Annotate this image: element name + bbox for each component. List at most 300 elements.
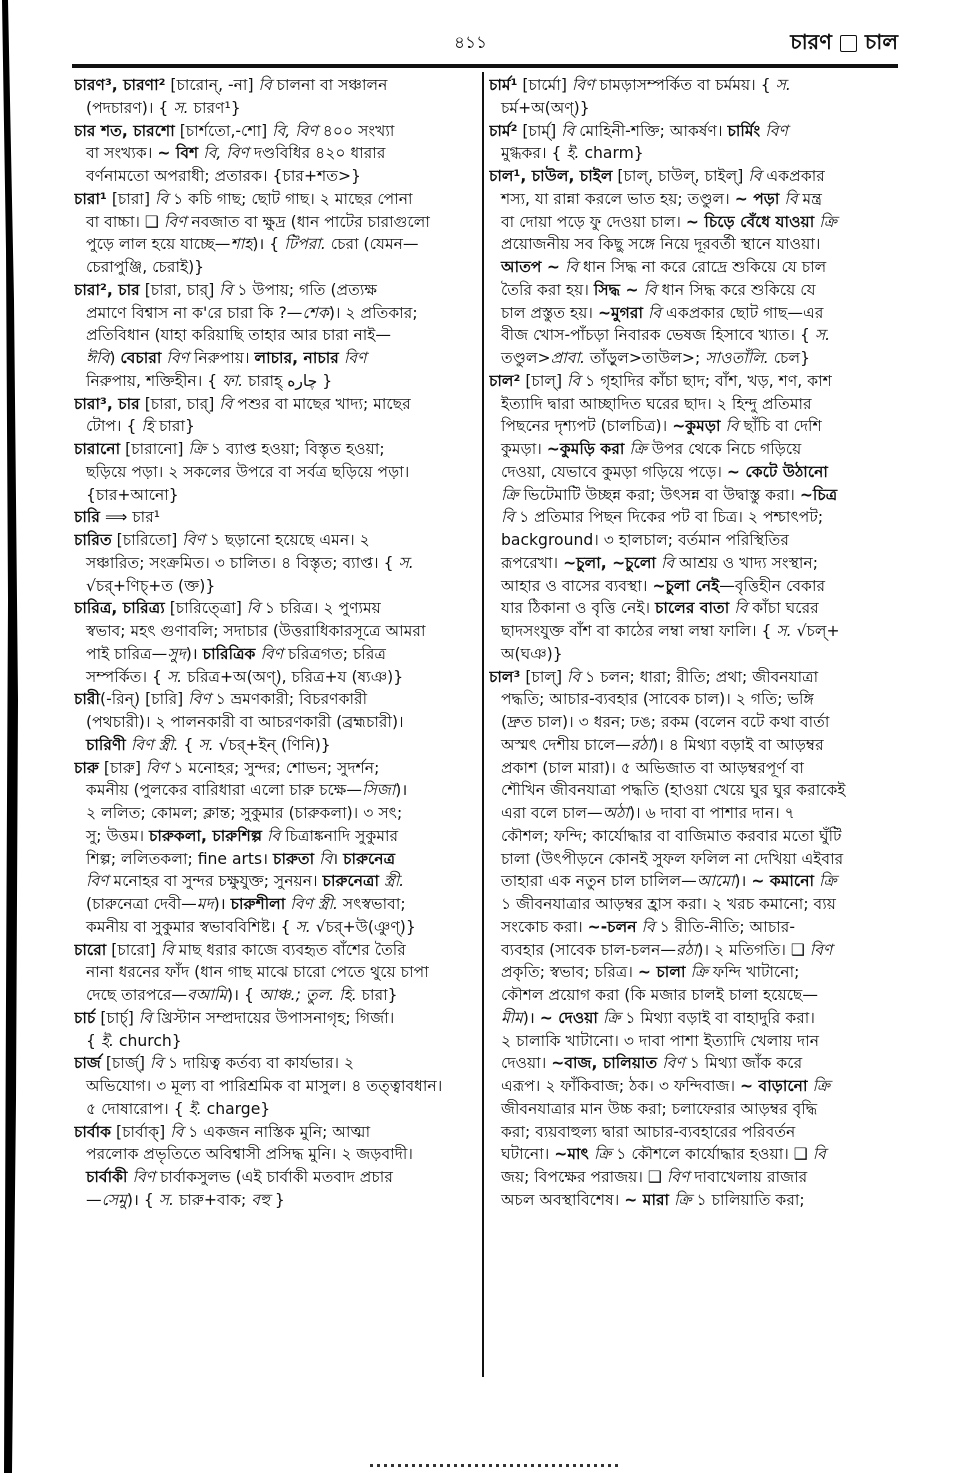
- headword: ~বাজ, চালিয়াত: [551, 1054, 658, 1073]
- headword: চারিত্র, চারিত্র্য: [74, 599, 165, 618]
- definition-text: বীজ খোস-পাঁচড়া নিবারক ভেষজ হিসাবে খ্যাত। {: [501, 326, 815, 345]
- definition-text: )।: [734, 872, 752, 891]
- definition-text: [চারোন্, -না]: [165, 76, 259, 94]
- grammar-label: বি: [219, 280, 233, 299]
- entry-line: [74, 870, 479, 893]
- grammar-label: বি: [734, 599, 748, 618]
- definition-text: বা সংখ্যক।: [86, 144, 158, 163]
- entry-line: [74, 415, 479, 438]
- definition-text: ধান সিদ্ধ করে শুকিয়ে যে: [656, 280, 816, 299]
- entry-line: [489, 529, 894, 552]
- headword: চারা¹: [74, 189, 107, 208]
- entry-line: [74, 97, 479, 120]
- headword: চার্ম¹: [489, 76, 518, 94]
- definition-text: )। {: [126, 1190, 159, 1209]
- entry-line: [489, 916, 894, 939]
- grammar-label: বি: [748, 167, 762, 185]
- definition-text: ১ গৃহাদির কাঁচা ছাদ; বাঁশ, খড়, শণ, কাশ: [580, 371, 832, 390]
- definition-text: পরলোক প্রভৃতিতে অবিশ্বাসী প্রসিদ্ধ মুনি। ২ জড়বাদী।: [86, 1145, 413, 1164]
- entry-headword-line: [74, 1121, 479, 1144]
- grammar-label: ই.: [100, 1031, 114, 1050]
- grammar-label: বিণ: [132, 1168, 156, 1186]
- entry-headword-line: [489, 370, 894, 393]
- headword: ~মুগরা: [597, 303, 643, 322]
- grammar-label: টিপরা.: [284, 235, 326, 254]
- definition-text: ফন্দি খাটানো;: [707, 963, 800, 982]
- grammar-label: মীম: [501, 1008, 523, 1027]
- definition-text: তৈরি করা হয়।: [501, 280, 594, 299]
- page-header: [72, 30, 898, 58]
- entry-line: [489, 97, 894, 120]
- definition-text: (চারুনেত্রা দেবী—: [86, 895, 197, 913]
- grammar-label: স্ত্রী.: [383, 872, 405, 891]
- entry-line: [489, 893, 894, 916]
- definition-text: [চারানো]: [120, 440, 189, 458]
- headword: চার্জ: [74, 1054, 101, 1073]
- grammar-label: অঠা: [602, 804, 629, 822]
- entry-line: [489, 211, 894, 234]
- entry-line: [74, 779, 479, 802]
- definition-text: শিল্প; ললিতকলা; fine arts।: [86, 849, 274, 868]
- definition-text: দণ্ডবিধির ৪২০ ধারার: [248, 144, 386, 163]
- grammar-label: হি: [141, 417, 154, 436]
- entry-headword-line: [74, 279, 479, 302]
- grammar-label: বিণ: [343, 349, 367, 367]
- headword: চারো: [74, 940, 107, 959]
- definition-text: দেওয়া।: [501, 1054, 552, 1073]
- headword: ~ কেটে উঠানো: [726, 462, 828, 481]
- entry-line: [74, 1166, 479, 1189]
- grammar-label: ঈবি: [86, 349, 110, 367]
- entry-line: [74, 620, 479, 643]
- definition-text: ১ কচি গাছ; ছোট গাছ। ২ মাছের পোনা: [168, 189, 413, 208]
- headword: ~ বিশ: [157, 144, 199, 163]
- definition-text: ঘটানো।: [501, 1145, 555, 1164]
- definition-text: ১ মিথ্যা বড়াই বা বাহাদুরি করা।: [620, 1008, 815, 1027]
- grammar-label: বি, বিণ: [203, 144, 249, 163]
- headword: চারুনেত্রা: [322, 872, 380, 891]
- entry-line: [74, 1098, 479, 1121]
- entry-line: [489, 302, 894, 325]
- definition-text: জয়; বিপক্ষের পরাজয়। ❑: [501, 1168, 667, 1186]
- definition-text: চাল প্রস্তুত হয়।: [501, 303, 598, 322]
- entry-line: [489, 779, 894, 802]
- definition-text: চিত্রাঙ্কনাদি সুকুমার: [280, 826, 399, 845]
- entry-line: [489, 939, 894, 962]
- definition-text: রূপরেখা।: [501, 553, 564, 572]
- entry-line: [74, 370, 479, 393]
- entry-line: [489, 188, 894, 211]
- definition-text: )। ২ প্রতিকার;: [328, 303, 418, 322]
- definition-text: )।: [185, 644, 203, 663]
- definition-text: প্রতিবিধান (যাহা করিয়াছি তাহার আর চারা নাই—: [86, 326, 391, 345]
- headword: চার্ম²: [489, 121, 518, 140]
- definition-text: ): [109, 349, 121, 367]
- definition-text: √চল্+: [791, 622, 840, 640]
- entry-line: [489, 643, 894, 666]
- grammar-label: বিণ স্ত্রী.: [290, 895, 338, 913]
- definition-text: ১ চালিয়াতি করা;: [691, 1190, 805, 1209]
- grammar-label: সুদ: [167, 644, 186, 663]
- entry-line: [489, 620, 894, 643]
- entry-line: [489, 757, 894, 780]
- grammar-label: সাওতাঁলি.: [705, 349, 769, 367]
- headword: চাল¹, চাউল, চাইল: [489, 167, 613, 185]
- grammar-label: স.: [198, 735, 214, 754]
- definition-text: তণ্ডুল>: [501, 349, 551, 367]
- entry-line: [489, 870, 894, 893]
- grammar-label: প্রাবা.: [550, 349, 585, 367]
- entry-line: [489, 1052, 894, 1075]
- headword: চারি: [74, 508, 100, 527]
- entry-headword-line: [489, 165, 894, 188]
- grammar-label: আঞ্চ.; তুল. হি.: [258, 986, 357, 1004]
- definition-text: উপর থেকে নিচে গড়িয়ে: [646, 440, 802, 458]
- definition-text: [চার্জ্]: [100, 1054, 150, 1073]
- definition-text: [চারা, চার্]: [139, 394, 220, 413]
- definition-text: প্রমাণে বিশ্বাস না ক'রে চারা কি ?—: [86, 303, 303, 322]
- entry-line: [489, 1143, 894, 1166]
- grammar-label: রঠা: [675, 940, 698, 959]
- entry-line: [489, 597, 894, 620]
- entry-headword-line: [489, 74, 894, 97]
- header-rule: [72, 64, 898, 68]
- headword: ~চিত্র: [799, 485, 838, 504]
- entry-line: [489, 1098, 894, 1121]
- entry-headword-line: [74, 1007, 479, 1030]
- grammar-label: বি: [561, 121, 575, 140]
- headword: ~চুলা, ~চুলো: [563, 553, 656, 572]
- definition-text: )। ৬ দাবা বা পাশার দান। ৭: [628, 804, 795, 822]
- definition-text: মুগ্ধকর। {: [501, 144, 567, 163]
- definition-text: সংকোচ করা।: [501, 917, 588, 936]
- definition-text: এরূপ। ২ ফাঁকিবাজ; ঠক। ৩ ফন্দিবাজ।: [501, 1077, 741, 1095]
- definition-text: প্রয়োজনীয় সব কিছু সঙ্গে নিয়ে দূরবর্তী স্থানে যাওয়া।: [501, 235, 821, 254]
- entry-line: [489, 984, 894, 1007]
- headword: চারু: [74, 758, 99, 777]
- definition-text: background। ৩ হালচাল; বর্তমান পরিস্থিতির: [501, 531, 789, 549]
- definition-text: কৌশল প্রয়োগ করা (কি মজার চালই চালা হয়েছে—: [501, 986, 818, 1004]
- entry-line: [74, 825, 479, 848]
- grammar-label: বি: [267, 826, 281, 845]
- grammar-label: বিণ স্ত্রী.: [130, 735, 179, 754]
- headword: চারণ³, চারণা²: [74, 76, 166, 94]
- grammar-label: বি: [155, 189, 169, 208]
- grammar-label: বি: [219, 394, 233, 413]
- entry-line: [489, 393, 894, 416]
- grammar-label: ফা.: [222, 371, 244, 390]
- entry-line: [74, 1143, 479, 1166]
- definition-text: ১ ছড়ানো হয়েছে এমন। ২: [204, 531, 370, 549]
- definition-text: )। {: [252, 235, 285, 254]
- grammar-label: বি: [149, 1054, 164, 1073]
- entry-line: [489, 552, 894, 575]
- headword: ~ পড়া: [734, 189, 780, 208]
- definition-text: সৎস্বভাবা;: [337, 895, 406, 913]
- definition-text: পাই চারিত্র—: [86, 644, 168, 663]
- headword: বেচারা: [120, 349, 162, 367]
- definition-text: আহার ও বাসের ব্যবস্থা।: [501, 576, 653, 595]
- grammar-label: বহু: [251, 1190, 270, 1209]
- entry-line: [489, 438, 894, 461]
- entry-headword-line: [489, 666, 894, 689]
- definition-text: ইত্যাদি দ্বারা আচ্ছাদিত ঘরের ছাদ। ২ হিন্দু প্রতিমার: [501, 394, 812, 413]
- definition-text: শস্য, যা রান্না করলে ভাত হয়; তণ্ডুল।: [501, 189, 735, 208]
- entry-line: [489, 142, 894, 165]
- definition-text: [চাল্, চাউল্, চাইল্]: [612, 167, 749, 185]
- grammar-label: বিণ: [662, 1054, 685, 1073]
- square-separator-icon: [840, 35, 857, 52]
- definition-text: ছড়িয়ে পড়া। ২ সকলের উপরে বা সর্বত্র ছড়িয়ে পড়া।: [86, 462, 410, 481]
- headword: চার শত, চারশো: [74, 121, 175, 140]
- entry-line: [74, 1030, 479, 1053]
- grammar-label: বি: [138, 1008, 152, 1027]
- grammar-label: আমো: [696, 872, 735, 891]
- grammar-label: বি: [567, 667, 581, 686]
- definition-text: [চার্শতো,-শো]: [174, 121, 273, 140]
- grammar-label: স.: [814, 326, 831, 345]
- headword: ~ চিড়ে বেঁধে যাওয়া: [685, 212, 815, 231]
- definition-text: ১ ব্যাপ্ত হওয়া; বিস্তৃত হওয়া;: [205, 440, 385, 458]
- definition-text: কমনীয় বা সুকুমার স্বভাববিশিষ্ট। {: [86, 917, 296, 936]
- definition-text: চেরা (যেমন—: [325, 235, 419, 254]
- definition-text: charm}: [579, 144, 644, 163]
- definition-text: এরা বলে চাল—: [501, 804, 603, 822]
- entry-line: [489, 848, 894, 871]
- entry-line: [489, 347, 894, 370]
- entry-headword-line: [489, 120, 894, 143]
- definition-text: )।: [522, 1008, 540, 1027]
- definition-text: সঞ্চারিত; সংক্রমিত। ৩ চালিত। ৪ বিস্তৃত; ব্যাপ্ত। {: [86, 553, 399, 572]
- entry-line: [74, 461, 479, 484]
- headword: চারিত: [74, 531, 112, 549]
- entry-headword-line: [74, 939, 479, 962]
- definition-text: শৌখিন জীবনযাত্রা পদ্ধতি (হাওয়া খেয়ে ঘুর ঘুর করাকেই: [501, 781, 846, 800]
- entry-line: [489, 484, 894, 507]
- entry-line: [74, 302, 479, 325]
- definition-text: ১ চরিত্র। ২ পুণ্যময়: [259, 599, 381, 618]
- headword: ~চুলা নেই: [652, 576, 720, 595]
- definition-text: church}: [113, 1031, 182, 1050]
- entry-line: [74, 643, 479, 666]
- entry-line: [489, 1166, 894, 1189]
- definition-text: বর্ণনামতো অপরাধী; প্রতারক। {চার+শত>}: [86, 167, 361, 185]
- definition-text: স্বভাব; মহৎ গুণাবলি; সদাচার (উত্তরাধিকারসূত্রে আমরা: [86, 622, 426, 640]
- headword: চারুশীলা: [230, 895, 286, 913]
- grammar-label: বিণ: [571, 76, 595, 94]
- grammar-label: বিণ: [809, 940, 833, 959]
- entry-line: [74, 324, 479, 347]
- entry-line: [74, 575, 479, 598]
- definition-text: ১ দায়িত্ব কর্তব্য বা কার্যভার। ২: [163, 1054, 355, 1073]
- entry-headword-line: [74, 120, 479, 143]
- definition-text: মন্ত্র: [797, 189, 823, 208]
- grammar-label: ক্রি: [812, 1077, 830, 1095]
- grammar-label: বি: [319, 849, 333, 868]
- definition-text: দেওয়া, যেভাবে কুমড়া গড়িয়ে পড়ে।: [501, 462, 727, 481]
- entry-line: [489, 256, 894, 279]
- grammar-label: বি: [641, 917, 655, 936]
- grammar-label: বি: [647, 303, 662, 322]
- headword: চারিণী: [86, 735, 126, 754]
- grammar-label: শাহ: [230, 235, 253, 254]
- grammar-label: ক্রি: [819, 212, 837, 231]
- headword: চারানো: [74, 440, 121, 458]
- headword: চারিত্রিক: [202, 644, 256, 663]
- entry-line: [489, 1007, 894, 1030]
- entry-line: [489, 734, 894, 757]
- definition-text: {চার+আনো}: [86, 485, 179, 504]
- definition-text: )।: [213, 895, 231, 913]
- definition-text: চারাহ্ چاره }: [243, 371, 333, 390]
- entry-line: [489, 233, 894, 256]
- definition-text: (-রিন্) [চারি]: [99, 690, 189, 709]
- entry-headword-line: [74, 393, 479, 416]
- headword: চার্বাকী: [86, 1168, 128, 1186]
- definition-text: কাঁচা ঘরের: [747, 599, 819, 618]
- definition-text: ১ উপায়; গতি (প্রত্যক্ষ: [232, 280, 378, 299]
- entry-line: [74, 142, 479, 165]
- grammar-label: বি: [246, 599, 260, 618]
- headword: চালের বাতা: [655, 599, 730, 618]
- headword: চাল³: [489, 667, 521, 686]
- grammar-label: স.: [158, 1190, 174, 1209]
- definition-text: কমনীয় (পুলকের বারিধারা এলো চারু চক্ষে—: [86, 781, 363, 800]
- entry-line: [74, 893, 479, 916]
- page-number: ৪১১: [454, 33, 488, 53]
- definition-text: {: [178, 735, 199, 754]
- entry-line: [74, 211, 479, 234]
- definition-text: ১ একজন নাস্তিক মুনি; আত্মা: [183, 1122, 371, 1141]
- definition-text: পদ্ধতি; আচার-ব্যবহার (সাবেক চাল)। ২ গতি; ভঙ্গি: [501, 690, 814, 709]
- entry-line: [489, 711, 894, 734]
- definition-text: নবজাত বা ক্ষুদ্র (ধান পাটের চারাগুলো: [186, 212, 430, 231]
- definition-text: নিরুপায়।: [188, 349, 255, 367]
- definition-text: [চারো]: [106, 940, 161, 959]
- definition-text: মোহিনী-শক্তি; আকর্ষণ।: [574, 121, 728, 140]
- entry-headword-line: [74, 597, 479, 620]
- definition-text: ব্যবহার (সাবেক চাল-চলন—: [501, 940, 676, 959]
- entry-line: [489, 688, 894, 711]
- definition-text: জীবনযাত্রার মান উচ্চ করা; চলাফেরার আড়ম্বর বৃদ্ধি: [501, 1099, 818, 1118]
- entry-line: [74, 165, 479, 188]
- definition-text: —বৃত্তিহীন বেকার: [719, 576, 826, 595]
- grammar-label: ক্রি: [690, 963, 708, 982]
- entry-line: [489, 575, 894, 598]
- grammar-label: বি, বিণ: [272, 121, 318, 140]
- grammar-label: স.: [398, 553, 414, 572]
- guide-word-first: চারণ: [790, 30, 832, 54]
- definition-text: {: [86, 1031, 101, 1050]
- definition-text: সু; উত্তম।: [86, 826, 150, 845]
- definition-text: ৫ দোষারোপ। {: [86, 1099, 189, 1118]
- entry-line: [74, 1075, 479, 1098]
- definition-text: মনোহর বা সুন্দর চক্ষুযুক্ত; সুনয়ন।: [108, 872, 323, 891]
- grammar-label: ক্রি: [629, 440, 647, 458]
- headword: চারা², চার: [74, 280, 140, 299]
- entry-line: [489, 279, 894, 302]
- definition-text: )।: [395, 781, 408, 800]
- definition-text: —: [86, 1190, 102, 1209]
- definition-text: খ্রিস্টান সম্প্রদায়ের উপাসনাগৃহ; গির্জা।: [151, 1008, 395, 1027]
- definition-text: [চাল্]: [520, 667, 568, 686]
- headword: সিদ্ধ ~: [593, 280, 639, 299]
- definition-text: ১ জীবনযাত্রার আড়ম্বর হ্রাস করা। ২ খরচ কমানো; ব্যয়: [501, 895, 836, 913]
- definition-text: ছাঁচি বা দেশি: [738, 417, 822, 436]
- definition-text: একপ্রকার: [761, 167, 825, 185]
- grammar-label: বিণ: [765, 121, 788, 140]
- grammar-label: স.: [166, 667, 183, 686]
- column-divider: [482, 72, 484, 1377]
- entry-line: [489, 961, 894, 984]
- headword: চারুকলা, চারুশিল্প: [149, 826, 263, 845]
- grammar-label: বিণ: [145, 758, 169, 777]
- entry-line: [74, 961, 479, 984]
- definition-text: √চর্+ইন্ (ণিনি)}: [213, 735, 331, 754]
- headword: ~মাৎ: [554, 1145, 589, 1164]
- entry-line: [489, 802, 894, 825]
- right-column: [489, 74, 894, 1212]
- definition-text: তাঁড়ুল>তাউল>;: [584, 349, 706, 367]
- entry-line: [74, 916, 479, 939]
- entry-headword-line: [74, 688, 479, 711]
- definition-text: ১ কৌশলে কার্যোদ্ধার হওয়া। ❑: [611, 1145, 813, 1164]
- definition-text: চারা}: [356, 986, 398, 1004]
- definition-text: অস্মৎ দেশীয় চালে—: [501, 735, 631, 754]
- definition-text: ২ চালাকি খাটানো। ৩ দাবা পাশা ইত্যাদি খেলায় দান: [501, 1031, 820, 1050]
- definition-text: দেছে তারপরে—: [86, 986, 188, 1004]
- headword: ~ চালা: [637, 963, 686, 982]
- headword: চার্চ: [74, 1008, 96, 1027]
- headword: লাচার, নাচার: [254, 349, 339, 367]
- entry-line: [489, 1030, 894, 1053]
- definition-text: (পথচারী)। ২ পালনকারী বা আচরণকারী (ব্রহ্মচারী)।: [86, 713, 404, 731]
- definition-text: [চাল্]: [520, 371, 568, 390]
- entry-line: [489, 461, 894, 484]
- definition-text: [চার্বাক্]: [111, 1122, 171, 1141]
- entry-line: [74, 484, 479, 507]
- entry-headword-line: [74, 188, 479, 211]
- grammar-label: ই.: [188, 1099, 202, 1118]
- grammar-label: বি: [567, 371, 581, 390]
- grammar-label: বি: [784, 189, 798, 208]
- page-binding-shadow: [0, 0, 22, 1473]
- guide-words: [790, 26, 898, 61]
- definition-text: চালা (উৎপীড়নে কোনই সুফল ফলিল না দেখিয়া এইবার: [501, 849, 844, 868]
- definition-text: ৪০০ সংখ্যা: [317, 121, 395, 140]
- definition-text: [চারিতো]: [111, 531, 183, 549]
- definition-text: যার ঠিকানা ও বৃত্তি নেই।: [501, 599, 656, 618]
- definition-text: প্রকৃতি; স্বভাব; চরিত্র।: [501, 963, 638, 982]
- grammar-label: ক্রি: [593, 1145, 612, 1164]
- entry-line: [489, 1075, 894, 1098]
- entry-line: [74, 1189, 479, 1212]
- entry-headword-line: [74, 438, 479, 461]
- grammar-label: ক্রি: [819, 872, 837, 891]
- definition-text: )। {: [227, 986, 259, 1004]
- grammar-label: স.: [776, 622, 792, 640]
- definition-text: অ(ঘঞ)}: [501, 644, 563, 663]
- grammar-label: বিণ: [166, 349, 189, 367]
- definition-text: চেল}: [768, 349, 811, 367]
- definition-text: ।: [332, 849, 344, 868]
- definition-text: টোপ। {: [86, 417, 142, 436]
- grammar-label: স.: [173, 98, 189, 117]
- definition-text: প্রকাশ (চাল মারা)। ৫ অভিজাত বা আড়ম্বরপূর্ণ বা: [501, 758, 804, 777]
- definition-text: [চার্চ্]: [95, 1008, 139, 1027]
- definition-text: বা বাচ্চা। ❑: [86, 212, 164, 231]
- entry-line: [74, 984, 479, 1007]
